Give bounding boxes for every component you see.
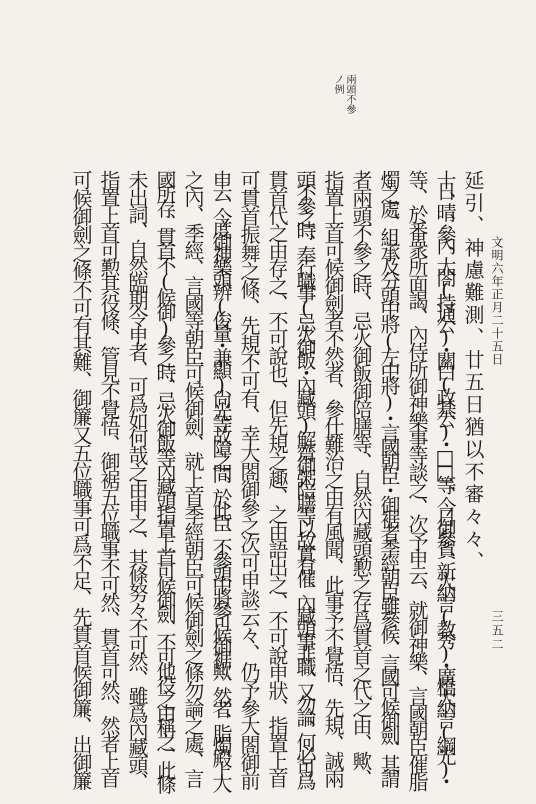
body-line: 者兩頭不參之時、忌火御飯御陪膳等、自然內藏頭懃之存爲貫首之代之由、歟、 xyxy=(349,170,373,787)
body-line: 未出詞、自然臨期令申者、可爲如何哉之由申之、其條努々不可然、雖爲內藏頭、 xyxy=(125,170,149,790)
body-line: 申云、今度御神樂頭辨(俊量・兼顯)尙光等故障之間、於此臣、不參頭中將參可候御裾歟、然者、脂燭殿上人 xyxy=(209,170,233,786)
body-line: 指置上首可懃其役條、管見不覺悟、御裾五位職事不可然、貫首可然、然者上首 xyxy=(97,170,121,787)
body-line: 國所存、貫首不(候御)參之時、忌火御飯等內藏頭指置上首可候御劍、不可他役之由稱之、此條 xyxy=(153,170,177,789)
margin-note: ノ例 xyxy=(332,74,343,94)
body-line: 指置上首可候御劍者不然者、參仕難治之由有風聞、此事予不覺悟、先規、誠兩 xyxy=(321,170,345,787)
page-number: 三五二 xyxy=(490,610,504,652)
body-line: 十日、晴、參內、大閤(持通公)・關白(政基公)・□□等、今日御參賀、新大納言(教秀)・廣橋大納言(綱光)・ xyxy=(433,170,457,783)
body-line: 可貫首振舞之條、先規不可有、幸大閤御參之次可申談云々、仍予參大閤御前 xyxy=(237,170,261,789)
body-line: 等、於番衆所面謁、內侍所御神樂事等談之、次予申云、就御神樂、言國朝臣催脂 xyxy=(405,170,429,790)
body-line: 延引、神慮難測、廿五日猶以不審々々、 xyxy=(461,170,485,574)
body-line: 頭不參之時、奉行職事(忌火御飯・內藏頭)解齋御粥陪膳等以故實有催、內藏頭事非職、又勿論、何必可爲 xyxy=(293,170,317,783)
body-line: 可候御劍之條不可有其難、御簾又五位職事可爲不足、先貫首候御簾、出御簾 xyxy=(69,170,93,789)
margin-note: 兩頭不參 xyxy=(344,74,355,114)
page-header-date: 文明六年正月二十五日 xyxy=(490,236,504,366)
body-line: 貫首代之由存之、不可說也、但先規之趣、之由語出之、不可說申狀、指置上首 xyxy=(265,170,289,787)
body-line: 之內、季經、言國等朝臣可候御劍、就上首季經朝臣可候御劍之條勿論之處、言 xyxy=(181,170,205,787)
body-line: 燭之處、組承及分頭中將(左中將)・言國朝臣・御裾者季經朝臣雖參候、言國可候御劍、其謂 xyxy=(377,170,401,783)
